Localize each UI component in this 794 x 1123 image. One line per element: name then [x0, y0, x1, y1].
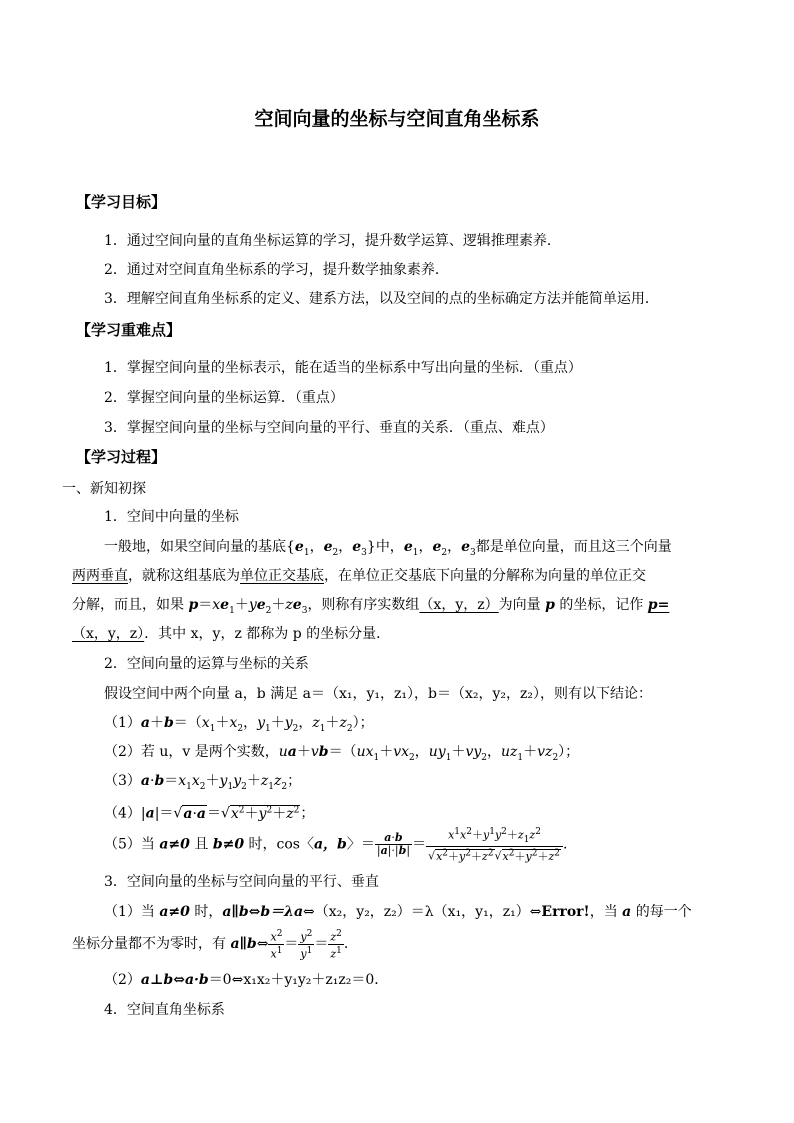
formula-line: （5）当 a≠0 且 b≠0 时，cos〈a，b〉＝ $\frac{a\cdot b}{|a|\cdot|b|}$ ＝ $\frac{x^1x^2+y^1y^2+z_1z^2}{√x^2+y^2+z^2√x^2+y^2+z^2}$ .: [104, 827, 568, 863]
formula-line: $(4)|a|=√a\cdot a=√x^2+y^2+z^2$；: [104, 805, 315, 822]
paragraph-line: 假设空间中两个向量 a，b 满足 a＝（x₁，y₁，z₁），b＝（x₂，y₂，z₂），则有以下结论：: [104, 686, 653, 702]
page-title: 空间向量的坐标与空间直角坐标系: [254, 108, 540, 130]
keypoint-item: 1．掌握空间向量的坐标表示，能在适当的坐标系中写出向量的坐标．（重点）: [104, 360, 582, 376]
paragraph-line: 一般地，如果空间向量的基底{$e_1$，$e_2$，$e_3$}中，$e_1$，$e_2$，$e_3$都是单位向量，而且这三个向量: [104, 539, 672, 558]
part-heading: 一、新知初探: [62, 481, 146, 497]
formula-line: （2）若 u，v 是两个实数，$ua+vb=(ux_1+vx_2$，$uy_1+vy_2$，$uz_1+vz_2$）；: [104, 744, 580, 763]
formula-line: （2）a⊥b⇔a·b＝0⇔x₁x₂＋y₁y₂＋z₁z₂＝0．: [104, 972, 389, 988]
fraction: $\frac{z^2}{z^1}$: [330, 929, 342, 961]
formula-line: $(3)a\cdot b=x_1x_2+y_1y_2+z_1z_2$；: [104, 773, 302, 792]
formula-line: 坐标分量都不为零时，有 a∥b⇔ $\frac{x^2}{x^1}$ ＝ $\frac{y^2}{y^1}$ ＝ $\frac{z^2}{z^1}$ .: [72, 929, 349, 961]
section-heading-keypoints: 【学习重难点】: [76, 321, 182, 339]
paragraph-line: 分解，而且，如果 $p=xe_1+ye_2+ze_3$，则称有序实数组（x，y，z）为向量 p 的坐标，记作 p=: [72, 597, 670, 616]
subsection-heading: 1．空间中向量的坐标: [104, 509, 239, 525]
keypoint-item: 2．掌握空间向量的坐标运算．（重点）: [104, 390, 344, 406]
formula-line: $(1)a+b=(x_1+x_2$，$y_1+y_2$，$z_1+z_2$）；: [104, 715, 374, 734]
goal-item: 2．通过对空间直角坐标系的学习，提升数学抽象素养．: [104, 262, 449, 278]
fraction: $\frac{x^2}{x^1}$: [270, 929, 283, 961]
section-heading-goals: 【学习目标】: [76, 193, 167, 211]
paragraph-line: 两两垂直，就称这组基底为单位正交基底，在单位正交基底下向量的分解称为向量的单位正交: [72, 568, 646, 584]
keypoint-item: 3．掌握空间向量的坐标与空间向量的平行、垂直的关系．（重点、难点）: [104, 420, 554, 436]
fraction: $\frac{y^2}{y^1}$: [300, 929, 313, 961]
paragraph-line: （x，y，z）．其中 x，y，z 都称为 p 的坐标分量．: [72, 626, 391, 642]
subsection-heading: 2．空间向量的运算与坐标的关系: [104, 656, 309, 672]
subsection-heading: 4．空间直角坐标系: [104, 1002, 225, 1018]
fraction: $\frac{a\cdot b}{|a|\cdot|b|}$: [376, 830, 411, 857]
goal-item: 1．通过空间向量的直角坐标运算的学习，提升数学运算、逻辑推理素养．: [104, 233, 561, 249]
fraction: $\frac{x^1x^2+y^1y^2+z_1z^2}{√x^2+y^2+z^2√x^2+y^2+z^2}$: [426, 826, 563, 863]
formula-line: （1）当 a≠0 时，a∥b⇔b＝λa⇔（x₂，y₂，z₂）＝λ（x₁，y₁，z₁）⇔Error!，当 a 的每一个: [104, 904, 692, 920]
goal-item: 3．理解空间直角坐标系的定义、建系方法，以及空间的点的坐标确定方法并能简单运用．: [104, 291, 659, 307]
subsection-heading: 3．空间向量的坐标与空间向量的平行、垂直: [104, 874, 379, 890]
section-heading-process: 【学习过程】: [76, 448, 167, 466]
